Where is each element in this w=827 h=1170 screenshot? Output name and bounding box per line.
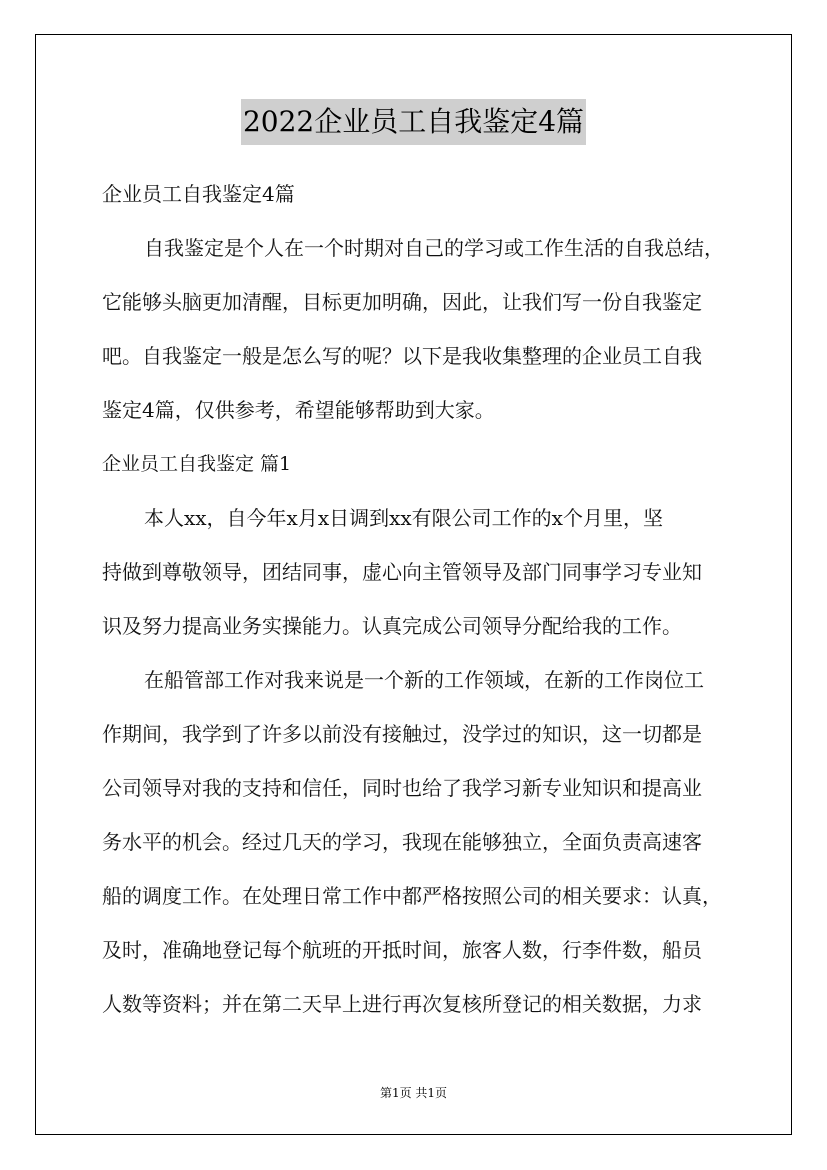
intro-line: 鉴定4篇，仅供参考，希望能够帮助到大家。 [102,398,495,422]
paragraph-line: 识及努力提高业务实操能力。认真完成公司领导分配给我的工作。 [102,614,682,638]
section-heading: 企业员工自我鉴定 篇1 [102,453,292,475]
intro-line: 吧。自我鉴定一般是怎么写的呢？以下是我收集整理的企业员工自我 [102,344,702,368]
paragraph-line: 在船管部工作对我来说是一个新的工作领域，在新的工作岗位工 [144,668,704,692]
intro-line: 自我鉴定是个人在一个时期对自己的学习或工作生活的自我总结， [144,236,724,260]
intro-line: 它能够头脑更加清醒，目标更加明确，因此，让我们写一份自我鉴定 [102,290,702,314]
document-body [102,172,742,1036]
paragraph-line: 作期间，我学到了许多以前没有接触过，没学过的知识，这一切都是 [102,722,702,746]
paragraph-line: 及时，准确地登记每个航班的开抵时间，旅客人数，行李件数，船员 [102,938,702,962]
paragraph-line: 船的调度工作。在处理日常工作中都严格按照公司的相关要求：认真， [102,884,722,908]
paragraph-line: 本人xx，自今年x月x日调到xx有限公司工作的x个月里，坚 [144,506,663,530]
document-title: 2022企业员工自我鉴定4篇 [241,99,586,145]
paragraph-line: 人数等资料；并在第二天早上进行再次复核所登记的相关数据，力求 [102,992,702,1016]
title-container [0,99,827,145]
page-footer: 第1页 共1页 [379,1086,448,1100]
paragraph-line: 公司领导对我的支持和信任，同时也给了我学习新专业知识和提高业 [102,776,702,800]
subtitle: 企业员工自我鉴定4篇 [102,182,295,206]
paragraph-line: 务水平的机会。经过几天的学习，我现在能够独立，全面负责高速客 [102,830,702,854]
paragraph-line: 持做到尊敬领导，团结同事，虚心向主管领导及部门同事学习专业知 [102,560,702,584]
